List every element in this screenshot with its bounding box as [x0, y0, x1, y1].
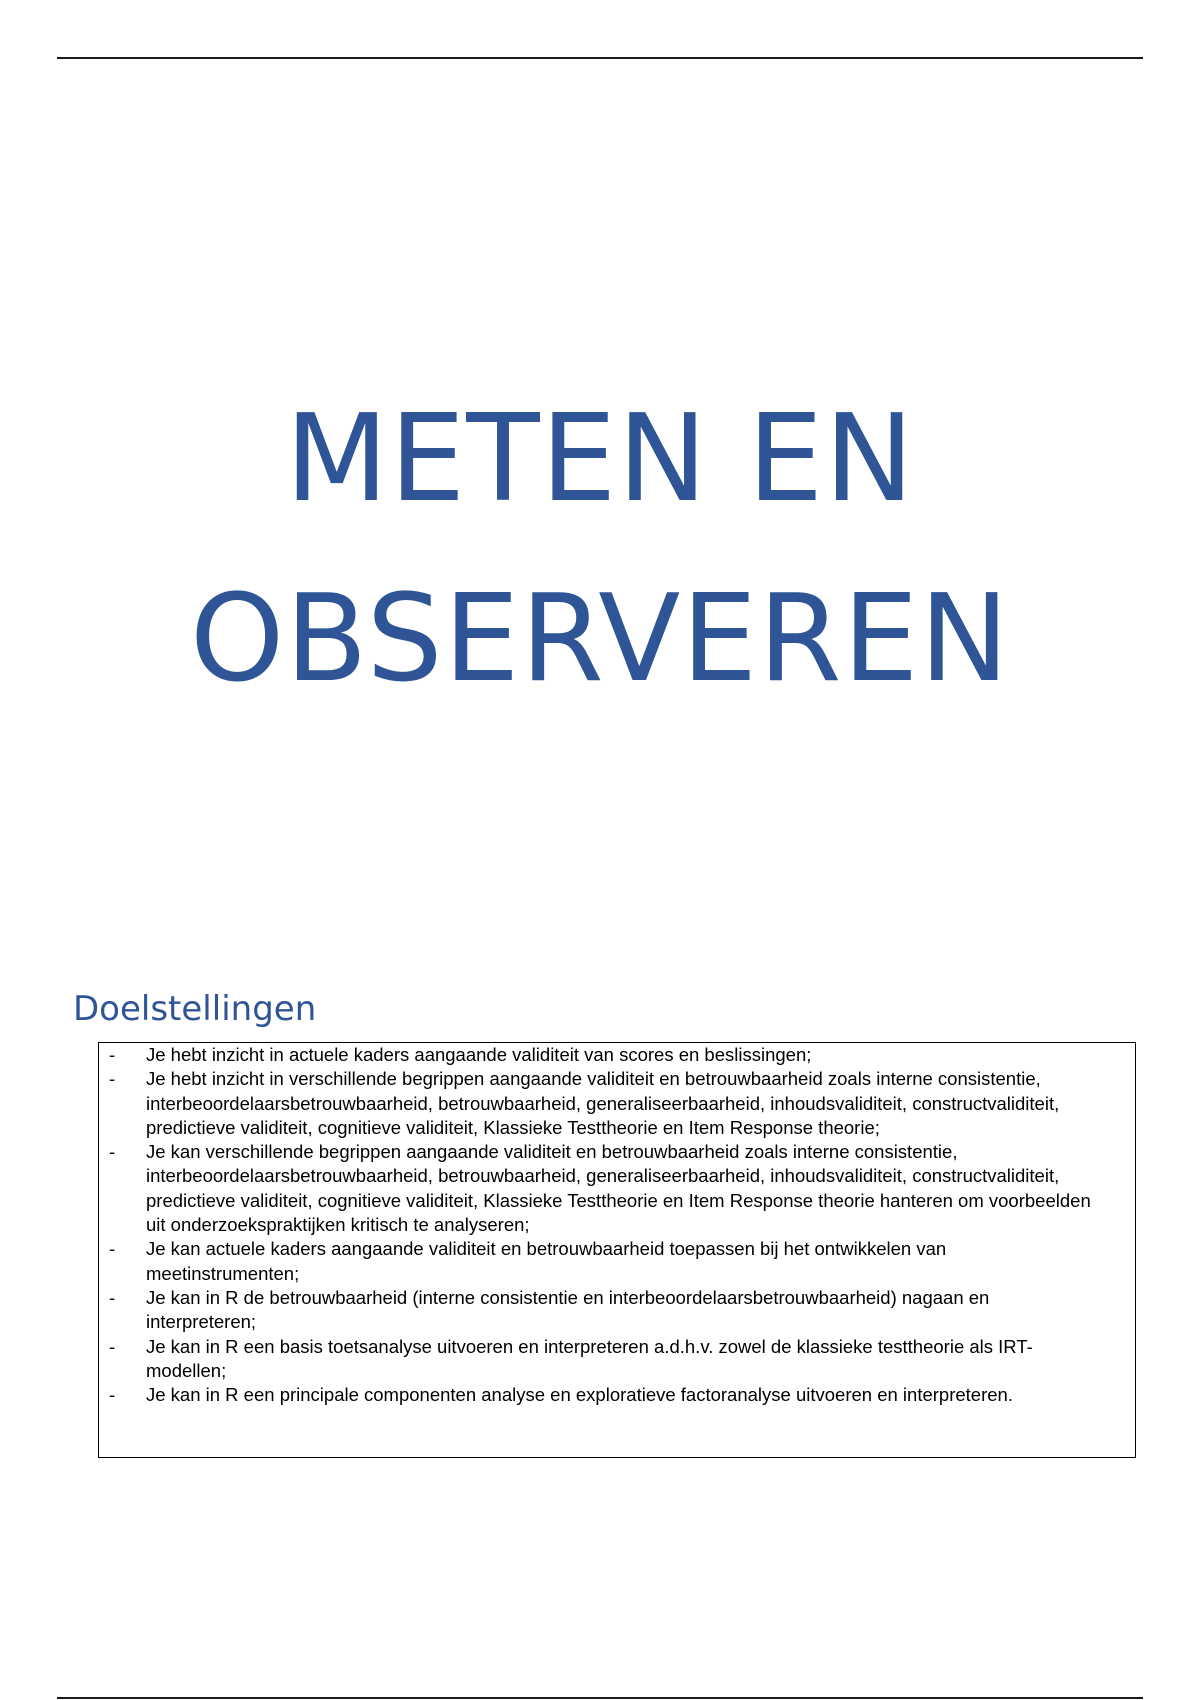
objective-item: [99, 1286, 1135, 1335]
objective-text: Je kan in R de betrouwbaarheid (interne consistentie en interbeoordelaarsbetrouwbaarheid) nagaan en interpreteren;: [146, 1286, 990, 1333]
document-title: [0, 370, 1200, 730]
objective-item: [99, 1335, 1135, 1384]
bullet-dash: -: [109, 1141, 116, 1163]
top-rule: [57, 57, 1143, 59]
objective-item: [99, 1067, 1135, 1140]
bullet-dash: -: [109, 1335, 116, 1357]
title-line-2: OBSERVEREN: [189, 570, 1011, 709]
bullet-dash: -: [109, 1384, 116, 1406]
bullet-dash: -: [109, 1286, 116, 1308]
objective-item: [99, 1043, 1135, 1067]
objective-item: [99, 1383, 1135, 1407]
bullet-dash: -: [109, 1068, 116, 1090]
objective-text: Je hebt inzicht in verschillende begrippen aangaande validiteit en betrouwbaarheid zoals interne consistentie, interbeoordelaarsbetrouwbaarheid, betrouwbaarheid, generaliseerbaarheid, inhoudsvaliditeit, constructvaliditeit, predictieve validiteit, cognitieve validiteit, Klassieke Testtheorie en Item Response theorie;: [146, 1068, 1060, 1138]
objective-item: [99, 1140, 1135, 1237]
objectives-list: [99, 1043, 1135, 1407]
objectives-box: [98, 1042, 1136, 1458]
objective-text: Je kan in R een principale componenten analyse en exploratieve factoranalyse uitvoeren en interpreteren.: [146, 1384, 1013, 1406]
bullet-dash: -: [109, 1238, 116, 1260]
bullet-dash: -: [109, 1044, 116, 1065]
objective-text: Je kan in R een basis toetsanalyse uitvoeren en interpreteren a.d.h.v. zowel de klassieke testtheorie als IRT-modellen;: [146, 1335, 1033, 1381]
objective-text: Je kan verschillende begrippen aangaande validiteit en betrouwbaarheid zoals interne consistentie, interbeoordelaarsbetrouwbaarheid, betrouwbaarheid, generaliseerbaarheid, inhoudsvaliditeit, constructvaliditeit, predictieve validiteit, cognitieve validiteit, Klassieke Testtheorie en Item Response theorie hanteren om voorbeelden uit onderzoekspraktijken kritisch te analyseren;: [146, 1141, 1091, 1236]
objective-item: [99, 1237, 1135, 1286]
title-line-1: METEN EN: [285, 390, 915, 529]
objectives-heading: Doelstellingen: [73, 989, 317, 1029]
bottom-rule: [57, 1697, 1143, 1699]
objective-text: Je kan actuele kaders aangaande validiteit en betrouwbaarheid toepassen bij het ontwikkelen van meetinstrumenten;: [146, 1238, 947, 1284]
objective-text: Je hebt inzicht in actuele kaders aangaande validiteit van scores en beslissingen;: [146, 1044, 812, 1065]
